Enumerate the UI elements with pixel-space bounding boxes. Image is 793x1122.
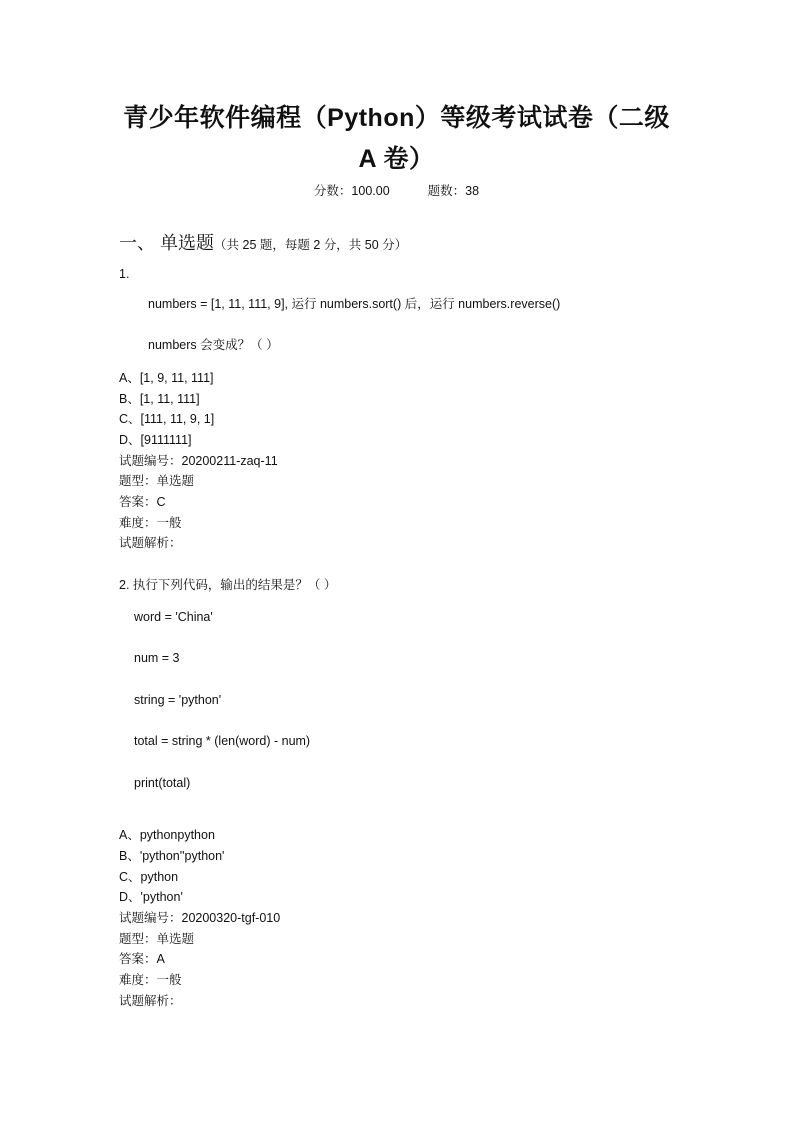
question-count: 题数：38 (427, 184, 480, 198)
q1-option-a: A、[1, 9, 11, 111] (119, 371, 214, 385)
q1-difficulty: 难度：一般 (119, 516, 182, 530)
q1-answer: 答案：C (119, 495, 166, 509)
q2-code-line: num = 3 (134, 651, 180, 665)
q2-id: 试题编号：20200320-tgf-010 (119, 911, 281, 925)
section-heading (119, 231, 407, 257)
section-note: （共 25 题，每题 2 分，共 50 分） (214, 238, 408, 252)
q1-number: 1. (119, 267, 130, 281)
q2-analysis: 试题解析： (119, 994, 182, 1008)
q1-option-c: C、[111, 11, 9, 1] (119, 412, 215, 426)
exam-title-line2: A 卷） (358, 145, 435, 173)
q2-code-line: word = 'China' (134, 610, 213, 624)
q2-option-c: C、python (119, 870, 179, 884)
q1-id: 试题编号：20200211-zaq-11 (119, 454, 278, 468)
q1-option-b: B、[1, 11, 111] (119, 392, 200, 406)
q2-code-line: total = string * (len(word) - num) (134, 734, 311, 748)
q2-answer: 答案：A (119, 952, 165, 966)
q1-analysis: 试题解析： (119, 536, 182, 550)
q1-type: 题型：单选题 (119, 474, 195, 488)
q2-code-line: string = 'python' (134, 693, 222, 707)
q2-option-b: B、'python''python' (119, 849, 225, 863)
q2-code-line: print(total) (134, 776, 191, 790)
q2-stem: 2. 执行下列代码，输出的结果是？（ ） (119, 578, 337, 592)
exam-meta (0, 182, 793, 200)
q1-stem-line2: numbers 会变成？（ ） (148, 338, 279, 352)
q1-option-d: D、[9111111] (119, 433, 192, 447)
q1-stem-line1: numbers = [1, 11, 111, 9], 运行 numbers.sort() 后，运行 numbers.reverse() (148, 297, 561, 311)
total-score: 分数：100.00 (313, 184, 390, 198)
exam-title-line1: 青少年软件编程（Python）等级考试试卷（二级 (123, 104, 670, 132)
q2-option-d: D、'python' (119, 890, 183, 904)
q2-option-a: A、pythonpython (119, 828, 215, 842)
q2-type: 题型：单选题 (119, 932, 195, 946)
section-title: 一、 单选题 (119, 233, 215, 253)
q2-difficulty: 难度：一般 (119, 973, 182, 987)
